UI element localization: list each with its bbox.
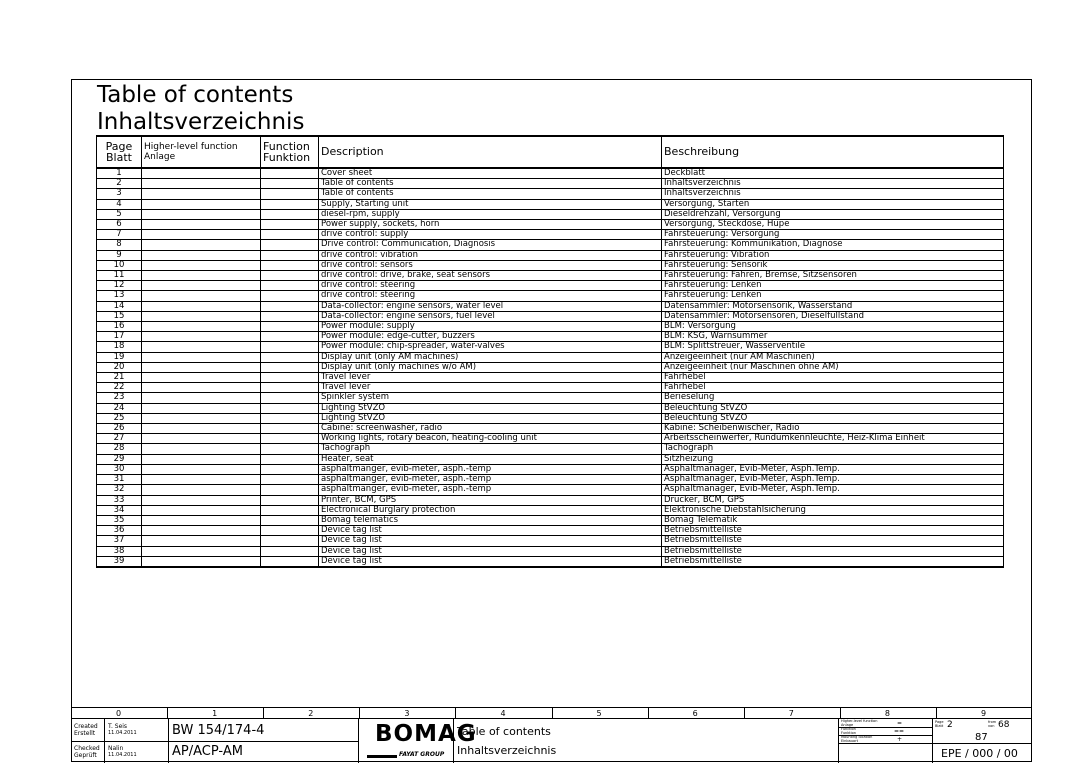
row-higher-level-function	[142, 536, 261, 546]
row-description: Data-collector: engine sensors, fuel level	[319, 311, 662, 321]
row-beschreibung: Asphaltmanager, Evib-Meter, Asph.Temp.	[662, 485, 1004, 495]
row-page: 34	[97, 505, 142, 515]
row-page: 9	[97, 250, 142, 260]
page-title: Table of contents	[97, 82, 294, 108]
row-function	[261, 168, 319, 179]
row-page: 29	[97, 454, 142, 464]
table-row	[97, 260, 1004, 270]
row-higher-level-function	[142, 189, 261, 199]
machine-variant: AP/ACP-AM	[172, 744, 243, 759]
row-beschreibung: BLM: Versorgung	[662, 322, 1004, 332]
row-higher-level-function	[142, 485, 261, 495]
table-row	[97, 230, 1004, 240]
row-beschreibung: Anzeigeeinheit (nur Maschinen ohne AM)	[662, 362, 1004, 372]
row-function	[261, 322, 319, 332]
header-beschreibung: Beschreibung	[662, 136, 1004, 168]
row-page: 28	[97, 444, 142, 454]
row-description: drive control: steering	[319, 291, 662, 301]
row-higher-level-function	[142, 413, 261, 423]
row-page: 36	[97, 526, 142, 536]
created-date: 11.04.2011	[108, 730, 137, 736]
row-function	[261, 301, 319, 311]
page-label: Page	[935, 720, 944, 724]
row-description: Electronical Burglary protection	[319, 505, 662, 515]
row-description: Power module: edge-cutter, buzzers	[319, 332, 662, 342]
header-description: Description	[319, 136, 662, 168]
row-higher-level-function	[142, 291, 261, 301]
row-page: 10	[97, 260, 142, 270]
row-beschreibung: Elektronische Diebstahlsicherung	[662, 505, 1004, 515]
toc-header-row	[97, 136, 1004, 168]
table-row	[97, 322, 1004, 332]
checked-label: Checked	[74, 745, 100, 752]
row-description: Spinkler system	[319, 393, 662, 403]
row-function	[261, 230, 319, 240]
row-page: 20	[97, 362, 142, 372]
row-higher-level-function	[142, 311, 261, 321]
row-function	[261, 271, 319, 281]
row-description: Device tag list	[319, 546, 662, 556]
row-description: Printer, BCM, GPS	[319, 495, 662, 505]
row-description: Display unit (only AM machines)	[319, 352, 662, 362]
row-higher-level-function	[142, 168, 261, 179]
row-function	[261, 220, 319, 230]
table-row	[97, 179, 1004, 189]
row-description: Device tag list	[319, 536, 662, 546]
row-function	[261, 260, 319, 270]
row-higher-level-function	[142, 260, 261, 270]
row-function	[261, 546, 319, 556]
row-beschreibung: Tachograph	[662, 444, 1004, 454]
row-function	[261, 464, 319, 474]
from-label-de: von	[988, 724, 995, 728]
table-row	[97, 311, 1004, 321]
row-beschreibung: Betriebsmittelliste	[662, 536, 1004, 546]
doc-title-en: Table of contents	[457, 725, 551, 738]
row-function	[261, 179, 319, 189]
row-page: 4	[97, 199, 142, 209]
row-function	[261, 475, 319, 485]
row-higher-level-function	[142, 444, 261, 454]
fn-label-de: Funktion	[841, 731, 856, 735]
table-row	[97, 485, 1004, 495]
header-higher-level-function: Higher-level function Anlage	[142, 136, 261, 168]
row-page: 23	[97, 393, 142, 403]
row-description: Power module: chip-spreader, water-valves	[319, 342, 662, 352]
column-number: 5	[596, 709, 602, 718]
total-pages: 68	[998, 720, 1010, 730]
row-page: 14	[97, 301, 142, 311]
row-function	[261, 526, 319, 536]
row-higher-level-function	[142, 373, 261, 383]
row-page: 33	[97, 495, 142, 505]
row-description: Power module: supply	[319, 322, 662, 332]
row-beschreibung: Dieseldrehzahl, Versorgung	[662, 209, 1004, 219]
table-row	[97, 209, 1004, 219]
row-beschreibung: Fahrsteuerung: Fahren, Bremse, Sitzsensoren	[662, 271, 1004, 281]
row-page: 1	[97, 168, 142, 179]
row-page: 3	[97, 189, 142, 199]
row-higher-level-function	[142, 179, 261, 189]
row-function	[261, 199, 319, 209]
table-row	[97, 454, 1004, 464]
row-page: 12	[97, 281, 142, 291]
row-function	[261, 515, 319, 525]
row-description: asphaltmanger, evib-meter, asph.-temp	[319, 485, 662, 495]
row-description: Travel lever	[319, 383, 662, 393]
table-row	[97, 189, 1004, 199]
table-row	[97, 220, 1004, 230]
row-page: 17	[97, 332, 142, 342]
row-higher-level-function	[142, 556, 261, 567]
bomag-logo: BOMAG	[375, 721, 477, 747]
row-description: Working lights, rotary beacon, heating-cooling unit	[319, 434, 662, 444]
table-row	[97, 271, 1004, 281]
row-page: 22	[97, 383, 142, 393]
created-by: T. Seis	[108, 723, 128, 730]
row-function	[261, 373, 319, 383]
row-beschreibung: BLM: Splittstreuer, Wasserventile	[662, 342, 1004, 352]
row-beschreibung: Deckblatt	[662, 168, 1004, 179]
row-higher-level-function	[142, 230, 261, 240]
row-function	[261, 311, 319, 321]
row-beschreibung: Sitzheizung	[662, 454, 1004, 464]
row-page: 26	[97, 424, 142, 434]
row-page: 13	[97, 291, 142, 301]
row-page: 11	[97, 271, 142, 281]
row-description: Device tag list	[319, 556, 662, 567]
table-row	[97, 168, 1004, 179]
row-page: 8	[97, 240, 142, 250]
row-beschreibung: Betriebsmittelliste	[662, 546, 1004, 556]
row-function	[261, 291, 319, 301]
row-higher-level-function	[142, 424, 261, 434]
row-higher-level-function	[142, 250, 261, 260]
table-row	[97, 475, 1004, 485]
row-page: 39	[97, 556, 142, 567]
row-beschreibung: Fahrsteuerung: Lenken	[662, 281, 1004, 291]
row-beschreibung: Betriebsmittelliste	[662, 556, 1004, 567]
machine-type: BW 154/174-4	[172, 723, 265, 738]
table-row	[97, 250, 1004, 260]
row-higher-level-function	[142, 281, 261, 291]
row-beschreibung: Fahrsteuerung: Lenken	[662, 291, 1004, 301]
row-higher-level-function	[142, 403, 261, 413]
table-row	[97, 332, 1004, 342]
row-description: drive control: supply	[319, 230, 662, 240]
column-number: 3	[404, 709, 410, 718]
row-function	[261, 209, 319, 219]
table-row	[97, 301, 1004, 311]
row-description: Lighting StVZO	[319, 403, 662, 413]
ml-label: Mounting location	[841, 735, 873, 739]
row-description: drive control: drive, brake, seat sensors	[319, 271, 662, 281]
fn-label: Function	[841, 727, 856, 731]
row-function	[261, 444, 319, 454]
column-number: 7	[788, 709, 794, 718]
row-higher-level-function	[142, 352, 261, 362]
row-page: 19	[97, 352, 142, 362]
row-higher-level-function	[142, 240, 261, 250]
doc-title-de: Inhaltsverzeichnis	[457, 744, 557, 757]
checked-by: Nalin	[108, 745, 124, 752]
table-row	[97, 515, 1004, 525]
total-number: 87	[975, 732, 988, 743]
row-description: Drive control: Communication, Diagnosis	[319, 240, 662, 250]
row-page: 38	[97, 546, 142, 556]
title-block	[71, 718, 1032, 763]
row-higher-level-function	[142, 464, 261, 474]
row-higher-level-function	[142, 199, 261, 209]
row-beschreibung: Fahrhebel	[662, 383, 1004, 393]
ml-value: +	[897, 736, 903, 743]
table-row	[97, 413, 1004, 423]
hl-label-de: Anlage	[841, 723, 854, 727]
row-beschreibung: Versorgung, Steckdose, Hupe	[662, 220, 1004, 230]
row-page: 15	[97, 311, 142, 321]
header-function: Function Funktion	[261, 136, 319, 168]
row-beschreibung: Datensammler: Motorsensorik, Wasserstand	[662, 301, 1004, 311]
table-row	[97, 444, 1004, 454]
row-higher-level-function	[142, 342, 261, 352]
table-row	[97, 434, 1004, 444]
row-beschreibung: Beleuchtung StVZO	[662, 403, 1004, 413]
row-function	[261, 383, 319, 393]
row-description: drive control: steering	[319, 281, 662, 291]
header-page: Page Blatt	[97, 136, 142, 168]
row-description: Tachograph	[319, 444, 662, 454]
row-description: Table of contents	[319, 179, 662, 189]
row-description: asphaltmanger, evib-meter, asph.-temp	[319, 464, 662, 474]
row-beschreibung: BLM: KSG, Warnsummer	[662, 332, 1004, 342]
row-function	[261, 362, 319, 372]
ml-label-de: Einbauort	[841, 739, 858, 743]
row-beschreibung: Arbeitsscheinwerfer, Rundumkennleuchte, Heiz-Klima Einheit	[662, 434, 1004, 444]
row-function	[261, 495, 319, 505]
row-description: Bomag telematics	[319, 515, 662, 525]
row-higher-level-function	[142, 393, 261, 403]
row-beschreibung: Berieselung	[662, 393, 1004, 403]
row-description: Display unit (only machines w/o AM)	[319, 362, 662, 372]
row-function	[261, 393, 319, 403]
table-row	[97, 495, 1004, 505]
row-description: Heater, seat	[319, 454, 662, 464]
row-page: 16	[97, 322, 142, 332]
row-higher-level-function	[142, 383, 261, 393]
row-page: 25	[97, 413, 142, 423]
row-higher-level-function	[142, 322, 261, 332]
row-higher-level-function	[142, 475, 261, 485]
row-function	[261, 454, 319, 464]
row-page: 30	[97, 464, 142, 474]
table-row	[97, 526, 1004, 536]
row-beschreibung: Inhaltsverzeichnis	[662, 179, 1004, 189]
row-page: 21	[97, 373, 142, 383]
row-higher-level-function	[142, 209, 261, 219]
row-higher-level-function	[142, 454, 261, 464]
row-function	[261, 352, 319, 362]
hl-value: =	[897, 720, 903, 727]
row-function	[261, 505, 319, 515]
from-label: from	[988, 720, 997, 724]
table-row	[97, 352, 1004, 362]
table-row	[97, 505, 1004, 515]
row-function	[261, 424, 319, 434]
row-beschreibung: Fahrsteuerung: Sensorik	[662, 260, 1004, 270]
row-beschreibung: Beleuchtung StVZO	[662, 413, 1004, 423]
row-description: Cabine: screenwasher, radio	[319, 424, 662, 434]
row-beschreibung: Kabine: Scheibenwischer, Radio	[662, 424, 1004, 434]
row-function	[261, 240, 319, 250]
row-function	[261, 556, 319, 567]
geprueft-label: Geprüft	[74, 752, 97, 759]
row-beschreibung: Anzeigeeinheit (nur AM Maschinen)	[662, 352, 1004, 362]
page-title-de: Inhaltsverzeichnis	[97, 109, 305, 135]
table-row	[97, 424, 1004, 434]
toc-table	[96, 135, 1004, 568]
row-higher-level-function	[142, 271, 261, 281]
document-number: EPE / 000 / 00	[941, 747, 1018, 760]
table-row	[97, 383, 1004, 393]
row-description: Table of contents	[319, 189, 662, 199]
row-beschreibung: Drucker, BCM, GPS	[662, 495, 1004, 505]
row-description: diesel-rpm, supply	[319, 209, 662, 219]
row-beschreibung: Inhaltsverzeichnis	[662, 189, 1004, 199]
row-function	[261, 413, 319, 423]
row-beschreibung: Fahrhebel	[662, 373, 1004, 383]
created-label: Created	[74, 723, 98, 730]
row-description: Lighting StVZO	[319, 413, 662, 423]
row-page: 32	[97, 485, 142, 495]
row-function	[261, 434, 319, 444]
row-higher-level-function	[142, 546, 261, 556]
row-higher-level-function	[142, 332, 261, 342]
table-row	[97, 393, 1004, 403]
row-description: Power supply, sockets, horn	[319, 220, 662, 230]
row-beschreibung: Bomag Telematik	[662, 515, 1004, 525]
column-number: 4	[500, 709, 506, 718]
row-higher-level-function	[142, 434, 261, 444]
row-beschreibung: Asphaltmanager, Evib-Meter, Asph.Temp.	[662, 464, 1004, 474]
row-function	[261, 403, 319, 413]
row-function	[261, 485, 319, 495]
table-row	[97, 403, 1004, 413]
row-page: 7	[97, 230, 142, 240]
row-function	[261, 536, 319, 546]
row-beschreibung: Fahrsteuerung: Vibration	[662, 250, 1004, 260]
row-beschreibung: Fahrsteuerung: Versorgung	[662, 230, 1004, 240]
table-row	[97, 556, 1004, 567]
table-row	[97, 281, 1004, 291]
row-beschreibung: Asphaltmanager, Evib-Meter, Asph.Temp.	[662, 475, 1004, 485]
column-number: 6	[692, 709, 698, 718]
row-function	[261, 342, 319, 352]
row-page: 5	[97, 209, 142, 219]
row-beschreibung: Datensammler: Motorsensoren, Dieselfüllstand	[662, 311, 1004, 321]
column-number: 9	[980, 709, 987, 718]
fn-value: ==	[894, 728, 905, 735]
row-page: 37	[97, 536, 142, 546]
table-row	[97, 240, 1004, 250]
row-description: Supply, Starting unit	[319, 199, 662, 209]
column-number: 0	[116, 709, 122, 718]
row-beschreibung: Fahrsteuerung: Kommunikation, Diagnose	[662, 240, 1004, 250]
table-row	[97, 291, 1004, 301]
column-number: 8	[884, 709, 890, 718]
column-number: 2	[308, 709, 314, 718]
table-row	[97, 546, 1004, 556]
row-beschreibung: Versorgung, Starten	[662, 199, 1004, 209]
row-page: 27	[97, 434, 142, 444]
row-higher-level-function	[142, 505, 261, 515]
row-description: drive control: sensors	[319, 260, 662, 270]
row-description: drive control: vibration	[319, 250, 662, 260]
hl-label: Higher-level function	[841, 719, 878, 723]
row-page: 24	[97, 403, 142, 413]
row-higher-level-function	[142, 515, 261, 525]
row-description: Data-collector: engine sensors, water level	[319, 301, 662, 311]
checked-date: 11.04.2011	[108, 752, 137, 758]
row-page: 35	[97, 515, 142, 525]
row-higher-level-function	[142, 301, 261, 311]
row-function	[261, 250, 319, 260]
logo-bar	[367, 755, 397, 758]
table-row	[97, 199, 1004, 209]
row-description: asphaltmanger, evib-meter, asph.-temp	[319, 475, 662, 485]
table-row	[97, 373, 1004, 383]
page-number: 2	[947, 720, 953, 730]
row-higher-level-function	[142, 362, 261, 372]
table-row	[97, 536, 1004, 546]
page-label-de: Blatt	[935, 724, 944, 728]
row-higher-level-function	[142, 495, 261, 505]
column-number: 1	[212, 709, 218, 718]
row-page: 2	[97, 179, 142, 189]
table-row	[97, 342, 1004, 352]
table-row	[97, 464, 1004, 474]
row-function	[261, 332, 319, 342]
row-description: Travel lever	[319, 373, 662, 383]
table-row	[97, 362, 1004, 372]
fayat-group-label: FAYAT GROUP	[399, 751, 445, 758]
row-page: 31	[97, 475, 142, 485]
row-higher-level-function	[142, 220, 261, 230]
erstellt-label: Erstellt	[74, 730, 96, 737]
row-page: 6	[97, 220, 142, 230]
row-function	[261, 281, 319, 291]
row-beschreibung: Betriebsmittelliste	[662, 526, 1004, 536]
row-page: 18	[97, 342, 142, 352]
row-higher-level-function	[142, 526, 261, 536]
row-description: Device tag list	[319, 526, 662, 536]
row-function	[261, 189, 319, 199]
row-description: Cover sheet	[319, 168, 662, 179]
